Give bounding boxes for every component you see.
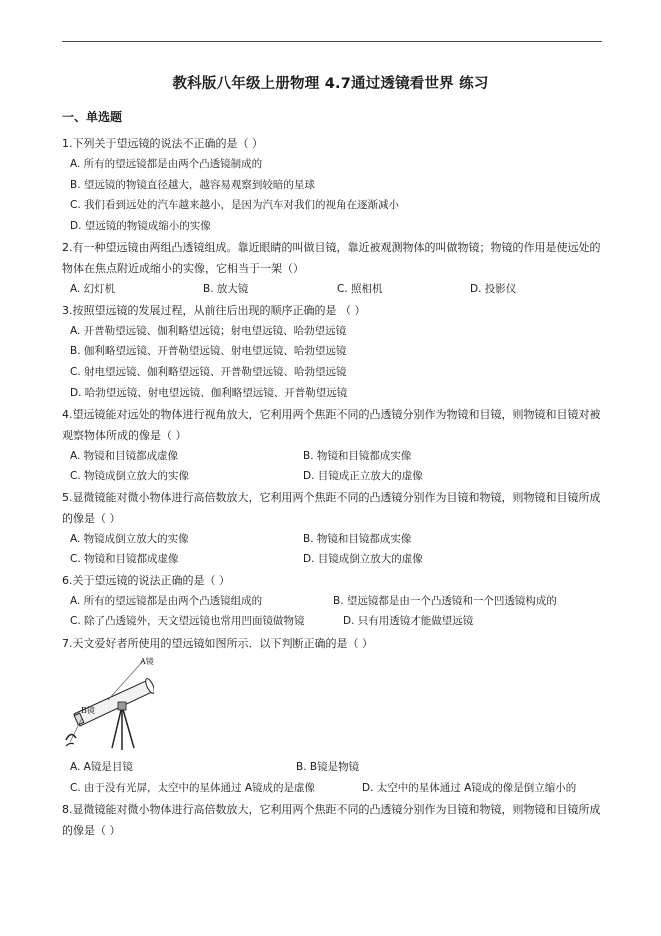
question-6-stem: 6.关于望远镜的说法正确的是（ ） bbox=[62, 574, 230, 587]
q1-option-d: D. 望远镜的物镜成缩小的实像 bbox=[70, 220, 211, 232]
q2-option-d: D. 投影仪 bbox=[470, 283, 517, 295]
question-4-stem: 4.望远镜能对远处的物体进行视角放大，它利用两个焦距不同的凸透镜分别作为物镜和目镜，则物镜和目镜对被观察物体所成的像是（ ） bbox=[62, 408, 601, 442]
q3-option-a: A. 开普勒望远镜、伽利略望远镜；射电望远镜、哈勃望远镜 bbox=[70, 325, 347, 337]
figure-label-a: A镜 bbox=[140, 657, 154, 666]
q6-option-b: B. 望远镜都是由一个凸透镜和一个凹透镜构成的 bbox=[333, 595, 557, 607]
q5-option-a: A. 物镜成倒立放大的实像 bbox=[70, 533, 189, 545]
q4-option-b: B. 物镜和目镜都成实像 bbox=[303, 450, 412, 462]
question-2-stem: 2.有一种望远镜由两组凸透镜组成。靠近眼睛的叫做目镜，靠近被观测物体的叫做物镜；物镜的作用是使远处的物体在焦点附近成缩小的实像，它相当于一架（） bbox=[62, 241, 601, 275]
q3-option-b: B. 伽利略望远镜、开普勒望远镜、射电望远镜、哈勃望远镜 bbox=[70, 345, 347, 357]
q2-option-c: C. 照相机 bbox=[337, 283, 383, 295]
telescope-icon bbox=[64, 656, 154, 756]
q6-option-d: D. 只有用透镜才能做望远镜 bbox=[343, 615, 474, 627]
q4-option-c: C. 物镜成倒立放大的实像 bbox=[70, 470, 190, 482]
q5-option-b: B. 物镜和目镜都成实像 bbox=[303, 533, 412, 545]
q3-option-d: D. 哈勃望远镜、射电望远镜、伽利略望远镜、开普勒望远镜 bbox=[70, 387, 348, 399]
question-8-stem: 8.显微镜能对微小物体进行高倍数放大，它利用两个焦距不同的凸透镜分别作为目镜和物镜，则物镜和目镜所成的像是（ ） bbox=[62, 803, 601, 837]
q2-option-a: A. 幻灯机 bbox=[70, 283, 116, 295]
q1-option-a: A. 所有的望远镜都是由两个凸透镜制成的 bbox=[70, 158, 263, 170]
q5-option-c: C. 物镜和目镜都成虚像 bbox=[70, 553, 179, 565]
q6-option-a: A. 所有的望远镜都是由两个凸透镜组成的 bbox=[70, 595, 263, 607]
header-rule bbox=[62, 41, 602, 42]
q2-option-b: B. 放大镜 bbox=[203, 283, 249, 295]
question-5-stem: 5.显微镜能对微小物体进行高倍数放大，它利用两个焦距不同的凸透镜分别作为目镜和物镜，则物镜和目镜所成的像是（ ） bbox=[62, 491, 601, 525]
q6-option-c: C. 除了凸透镜外，天文望远镜也常用凹面镜做物镜 bbox=[70, 615, 305, 627]
question-1-stem: 1.下列关于望远镜的说法不正确的是（ ） bbox=[62, 137, 263, 150]
page-title: 教科版八年级上册物理 4.7通过透镜看世界 练习 bbox=[172, 76, 489, 92]
q4-option-d: D. 目镜成正立放大的虚像 bbox=[303, 470, 423, 482]
telescope-figure bbox=[64, 656, 154, 756]
q3-option-c: C. 射电望远镜、伽利略望远镜、开普勒望远镜、哈勃望远镜 bbox=[70, 366, 347, 378]
q7-option-d: D. 太空中的星体通过 A镜成的像是倒立缩小的 bbox=[362, 782, 577, 794]
figure-label-b: B镜 bbox=[81, 706, 95, 715]
question-7-stem: 7.天文爱好者所使用的望远镜如图所示．以下判断正确的是（ ） bbox=[62, 637, 373, 650]
q7-option-c: C. 由于没有光屏，太空中的星体通过 A镜成的是虚像 bbox=[70, 782, 316, 794]
q7-option-b: B. B镜是物镜 bbox=[296, 761, 360, 773]
q1-option-b: B. 望远镜的物镜直径越大，越容易观察到较暗的星球 bbox=[70, 179, 315, 191]
q7-option-a: A. A镜是目镜 bbox=[70, 761, 133, 773]
q5-option-d: D. 目镜成倒立放大的虚像 bbox=[303, 553, 423, 565]
q4-option-a: A. 物镜和目镜都成虚像 bbox=[70, 450, 179, 462]
question-3-stem: 3.按照望远镜的发展过程，从前往后出现的顺序正确的是 （ ） bbox=[62, 304, 366, 317]
q1-option-c: C. 我们看到远处的汽车越来越小，是因为汽车对我们的视角在逐渐减小 bbox=[70, 199, 400, 211]
section-heading: 一、单选题 bbox=[62, 110, 123, 124]
